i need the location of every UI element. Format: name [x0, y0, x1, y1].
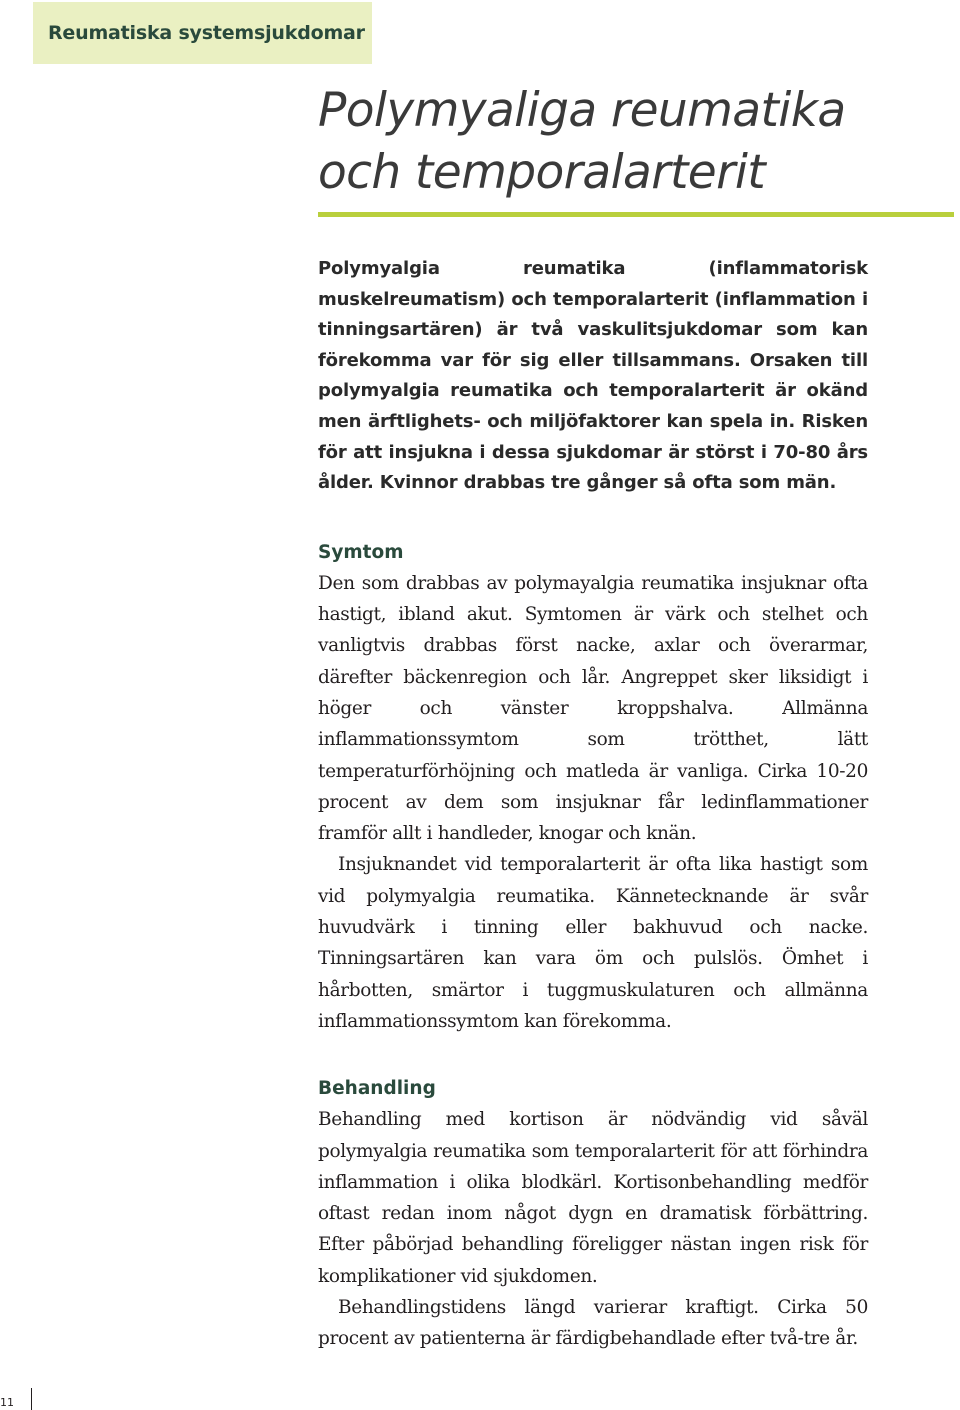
behandling-paragraph-1: Behandling med kortison är nödvändig vid såväl polymyalgia reumatika som temporalarterit för att förhindra inflammation i olika blodkärl. Kortisonbehandling medför oftast redan inom något dygn en dramatisk förbättring. Efter påbörjad behandling föreligger nästan ingen risk för komplikationer vid sjukdomen. — [318, 1109, 868, 1287]
behandling-paragraph-2: Behandlingstidens längd varierar kraftigt. Cirka 50 procent av patienterna är färdigbehandlade efter två-tre år. — [318, 1296, 868, 1350]
page-number-divider — [31, 1388, 32, 1410]
behandling-heading: Behandling — [318, 1078, 436, 1100]
symtom-paragraph-2: Insjuknandet vid temporalarterit är ofta lika hastigt som vid polymyalgia reumatika. Kännetecknande är svår huvudvärk i tinning eller bakhuvud och nacke. Tinningsartären kan vara öm och pulslös. Ömhet i hårbotten, smärtor i tuggmuskulaturen och allmänna inflammationssymtom kan förekomma. — [318, 854, 868, 1032]
symtom-heading: Symtom — [318, 541, 404, 563]
symtom-paragraph-1: Den som drabbas av polymayalgia reumatika insjuknar ofta hastigt, ibland akut. Symtomen är värk och stelhet och vanligtvis drabbas först nacke, axlar och överarmar, därefter bäckenregion och lår. Angreppet sker liksidigt i höger och vänster kroppshalva. Allmänna inflammationssymtom som trötthet, lätt temperaturförhöjning och matleda är vanliga. Cirka 10-20 procent av dem som insjuknar får ledinflammationer framför allt i handleder, knogar och knän. — [318, 572, 868, 845]
page-title: Polymyaliga reumatika och temporalarterit — [318, 83, 846, 200]
section-tab — [33, 2, 372, 64]
title-underline — [318, 212, 954, 217]
section-label: Reumatiska systemsjukdomar — [48, 22, 365, 44]
article-body — [318, 254, 868, 1355]
intro-paragraph: Polymyalgia reumatika (inflammatorisk muskelreumatism) och temporalarterit (inflammation i tinningsartären) är två vaskulitsjukdomar som kan förekomma var för sig eller tillsammans. Orsaken till polymyalgia reumatika och temporalarterit är okänd men ärftlighets- och miljöfaktorer kan spela in. Risken för att insjukna i dessa sjukdomar är störst i 70-80 års ålder. Kvinnor drabbas tre gånger så ofta som män. — [318, 258, 868, 494]
page-number: 11 — [0, 1396, 14, 1409]
